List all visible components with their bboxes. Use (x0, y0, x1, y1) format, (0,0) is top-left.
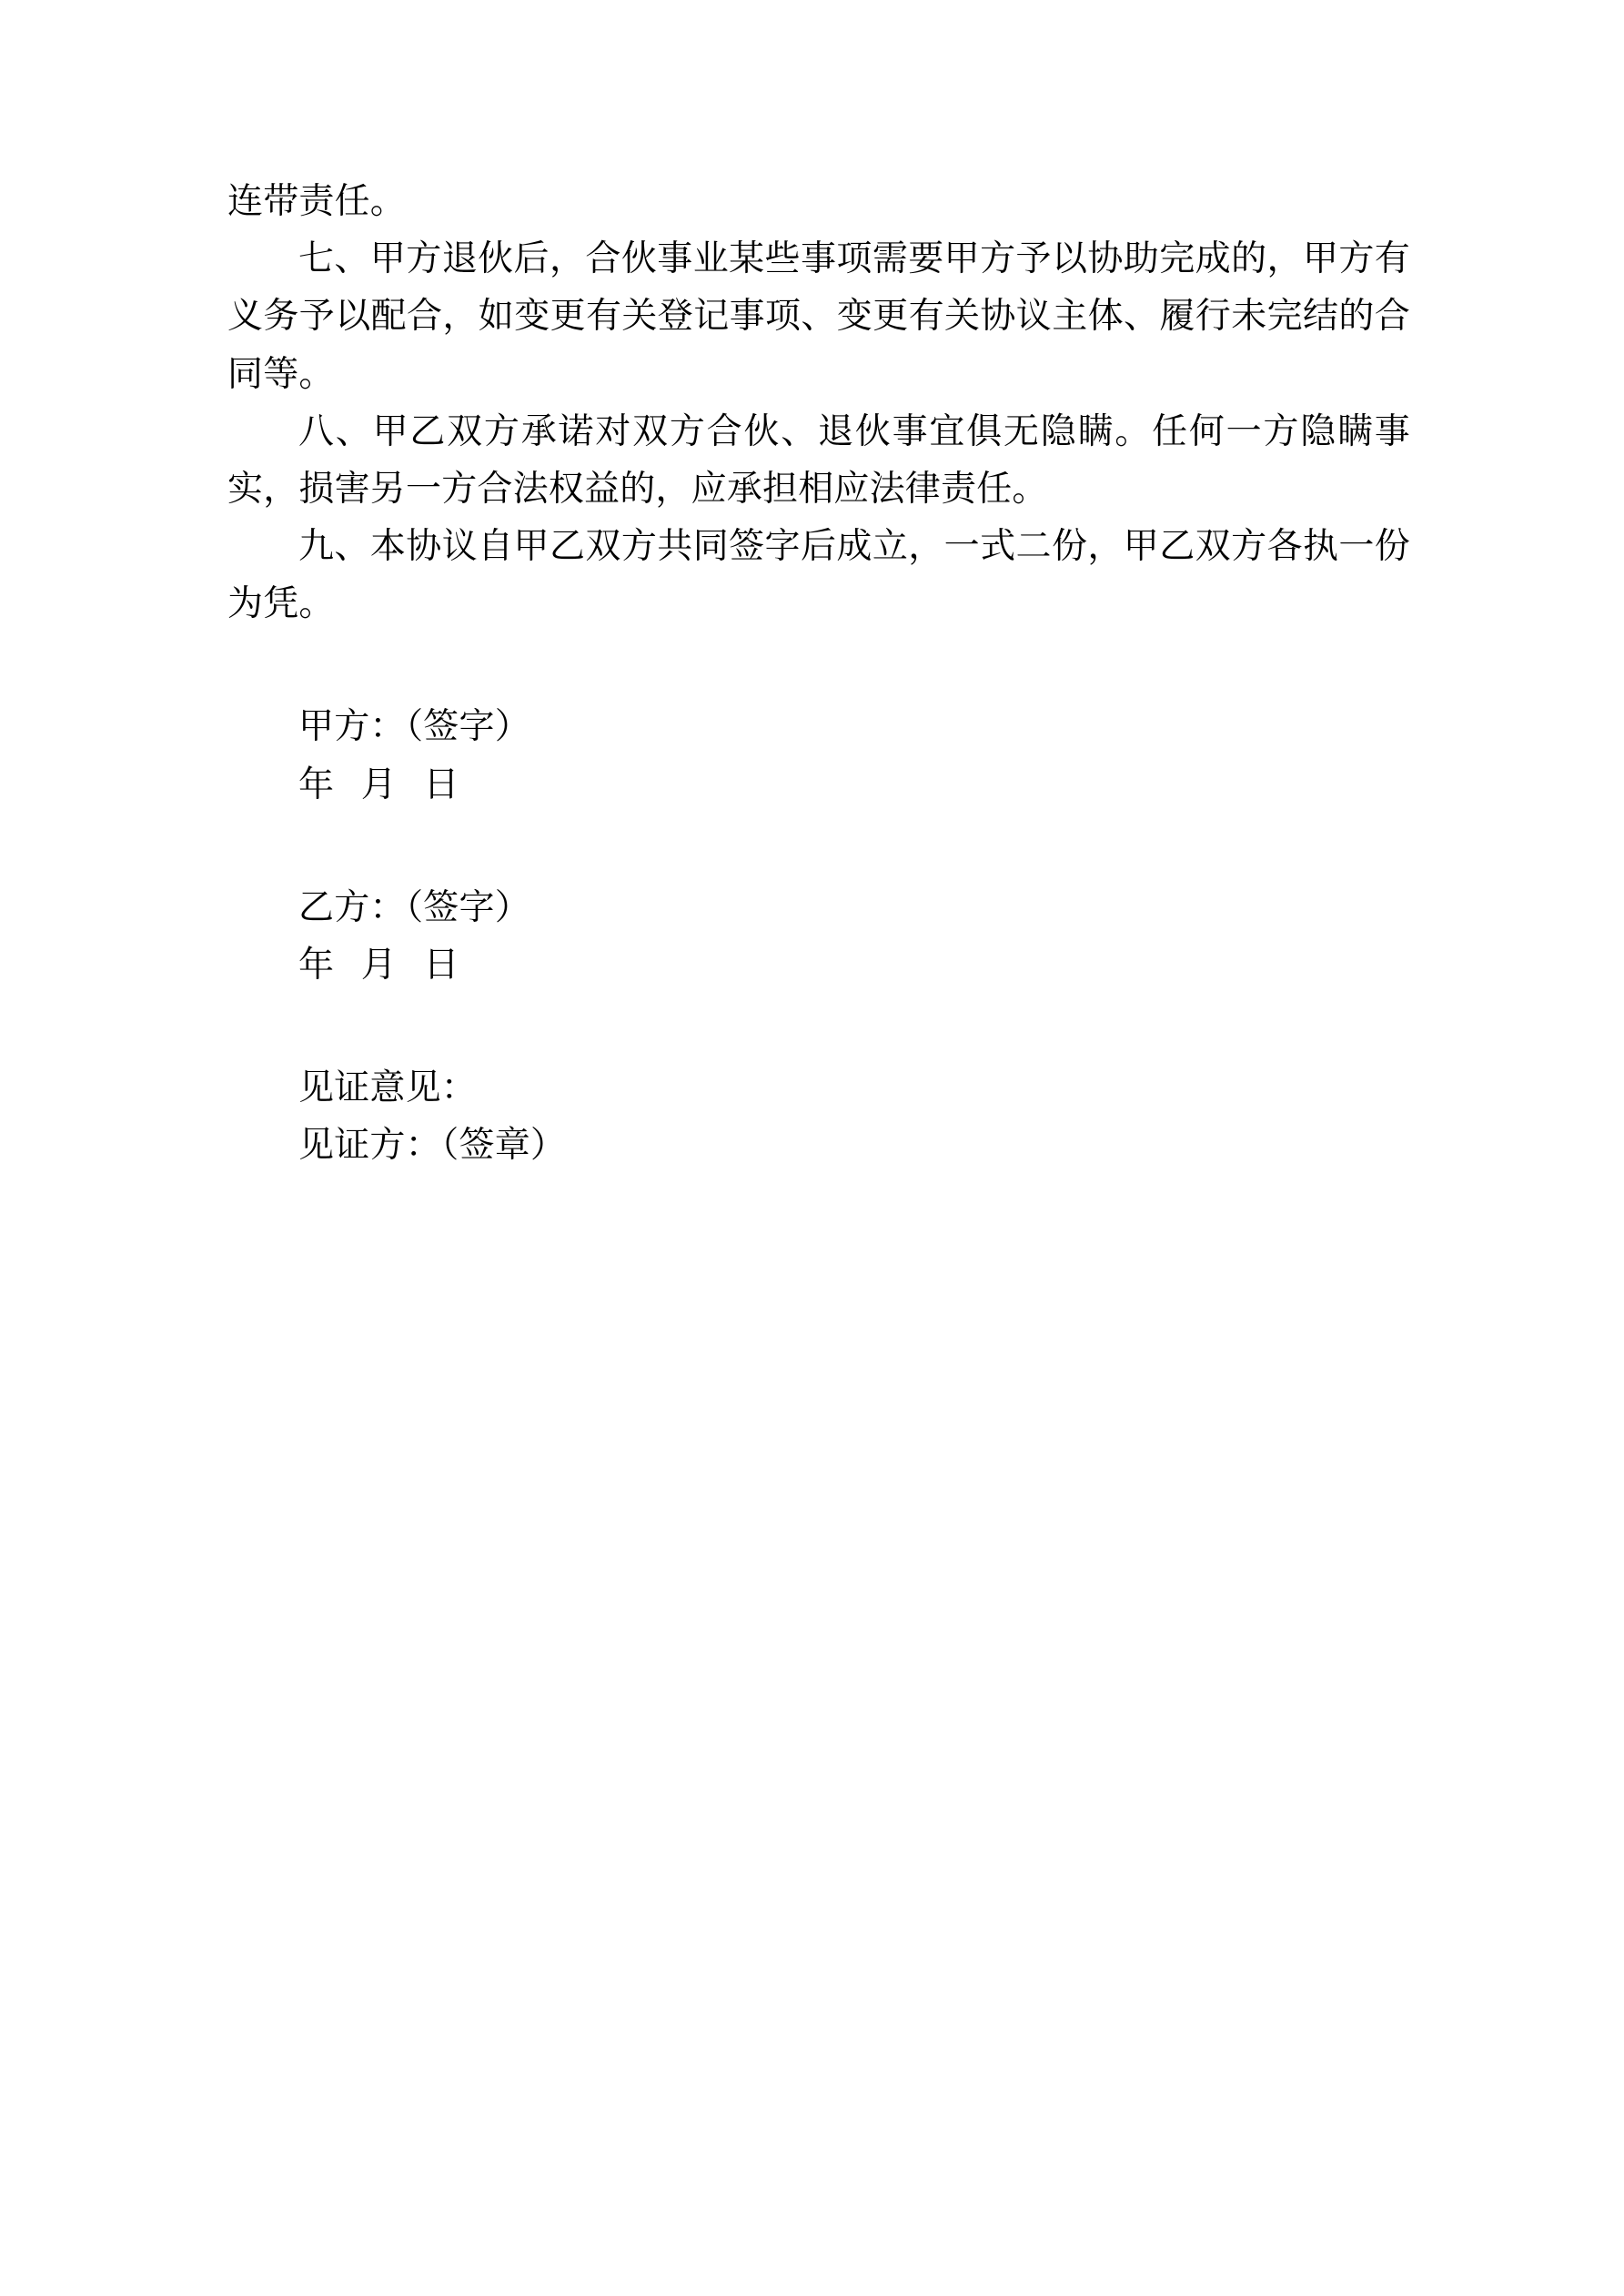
signature-label-party-b: 乙方：（签字） (298, 887, 530, 927)
witness-opinion-heading: 见证意见： (298, 1068, 478, 1108)
signature-date-party-b: 年 月 日 (298, 945, 469, 985)
spacer-between-signatures (227, 814, 1410, 879)
signature-date-party-a: 年 月 日 (298, 764, 469, 804)
paragraph-item-7: 七、甲方退伙后，合伙事业某些事项需要甲方予以协助完成的，甲方有义务予以配合，如变更有关登记事项、变更有关协议主体、履行未完结的合同等。 (227, 239, 1410, 394)
paragraph-continuation: 连带责任。 (227, 182, 407, 221)
document-body (227, 173, 1410, 1174)
paragraph-item-9: 九、本协议自甲乙双方共同签字后成立，一式二份，甲乙双方各执一份为凭。 (227, 527, 1410, 624)
spacer-before-witness (227, 994, 1410, 1059)
signature-label-party-a: 甲方：（签字） (298, 707, 530, 747)
spacer-before-signatures (227, 632, 1410, 698)
paragraph-item-8: 八、甲乙双方承诺对双方合伙、退伙事宜俱无隐瞒。任何一方隐瞒事实，损害另一方合法权益的，应承担相应法律责任。 (227, 411, 1410, 509)
witness-signature-label: 见证方：（签章） (298, 1126, 567, 1166)
